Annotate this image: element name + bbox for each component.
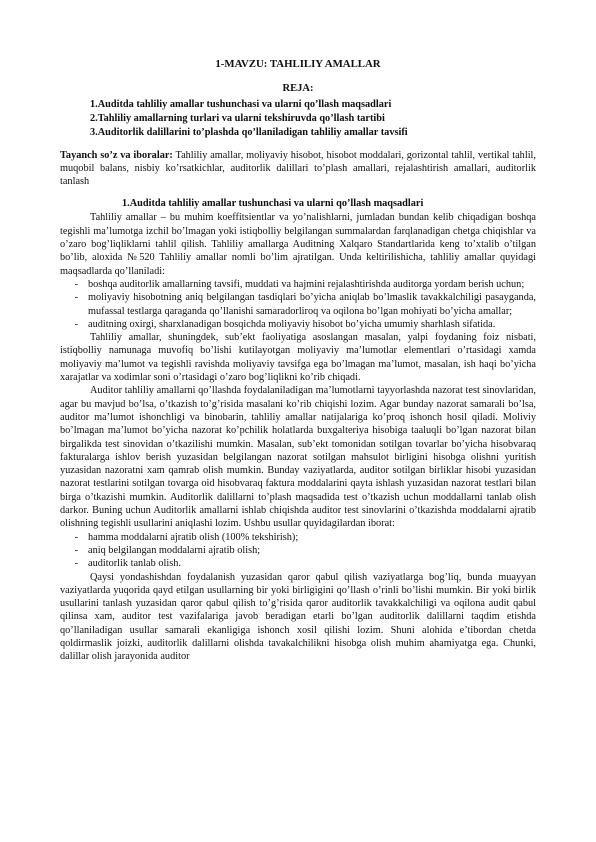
list-item [60,278,536,291]
keywords-text: Tahliliy amallar, moliyaviy hisobot, hisobot moddalari, gorizontal tahlil, vertikal tahlil, muqobil balans, nisbiy ko’rsatkichlar, auditorlik dalillari to’plash amallari, rejalashtirish amallari, auditorlik tanlash [60,149,536,188]
dash-marker: - [74,558,78,570]
keywords-label: Tayanch so’z va iboralar: [60,149,173,161]
list-item-text: aniq belgilangan moddalarni ajratib olish; [88,544,261,556]
document-page [60,58,536,664]
plan-item-2: 2.Tahliliy amallarning turlari va ularni tekshiruvda qo’llash tartibi [90,112,385,124]
list-item [60,557,536,570]
plan-heading: REJA: [282,83,314,95]
list-item-text: boshqa auditorlik amallarning tavsifi, muddati va hajmini rejalashtirishda auditorga yordam berish uchun; [88,278,525,290]
dash-marker: - [74,278,78,290]
list-item [60,318,536,331]
dash-marker: - [74,292,78,304]
dash-marker: - [74,531,78,543]
dash-marker: - [74,544,78,556]
plan-item-3: 3.Auditorlik dalillarini to’plashda qo’llaniladigan tahliliy amallar tavsifi [90,126,408,138]
paragraph-1: Tahliliy amallar – bu muhim koeffitsientlar va yo’nalishlarni, jumladan bundan kelib chiqadigan boshqa tegishli ma’lumotga izchil bo’lmagan yoki istiqbolliy belgilangan summalardan farqlanadigan chetga chiqishlar va o’zaro bog’liqliklarni tahlil qilish. Tahliliy amallarga Auditning Xalqaro Standartlarida keng to’xtalib o’tilgan bo’lib, aloxida №520 Tahliliy amallar nomli bo’lim ajratilgan. Unda keltirilishicha, tahliliy amallar quyidagi maqsadlarda qo’llaniladi: [60,212,536,277]
plan-list [60,98,536,140]
list-item [60,544,536,557]
document-title: 1-MAVZU: TAHLILIY AMALLAR [215,58,381,70]
list-item-text: hamma moddalarni ajratib olish (100% tekshirish); [88,531,299,543]
plan-item-1: 1.Auditda tahliliy amallar tushunchasi va ularni qo’llash maqsadlari [90,98,392,110]
section-heading: 1.Auditda tahliliy amallar tushunchasi va ularni qo’llash maqsadlari [122,198,424,210]
paragraph-2: Tahliliy amallar, shuningdek, sub’ekt faoliyatiga asoslangan masalan, yalpi foydaning foiz nisbati, istiqbolliy namunaga muvofiq bo’lishi kutilayotgan moliyaviy ma’lumotlar elementlari o’rtasidagi xamda moliyaviy ma’lumot va tegishli ravishda moliyaviy tavsifga ega bo’lmagan ma’lumot, masalan, ish haqi bo’yicha xarajatlar va xodimlar soni o’rtasidagi o’zaro bog’liqlikni ko’rib chiqadi. [60,332,536,384]
list-item [60,531,536,544]
list-item [60,291,536,318]
keywords-paragraph [60,149,536,189]
paragraph-4: Qaysi yondashishdan foydalanish yuzasidan qaror qabul qilish vaziyatlarga bog’liq, bunda muayyan vaziyatlarda yuqorida qayd etilgan usullarning bir yoki birligigini qo’llash o’rinli bo’lishi mumkin. Bir yoki birlik usullarini tanlash yuzasidan qaror qabul qilish to’g’risida qaror auditorlik tavakkalchiligi va oqilona audit qabul qilinsa xam, auditor test vazifalariga javob beradigan etarli bo’lgan auditorlik dalillarni taqdim etishda qo’llaniladigan usullar samarali ekanligiga ishonch xosil qilishi lozim. Shuni alohida e’tibordan chetda qoldirmaslik joizki, auditorlik dalillarni olishda tavakalchilikni hisobga olish muhim ahamiyatga ega. Chunki, dalillar olish jarayonida auditor [60,571,536,663]
list-item-text: moliyaviy hisobotning aniq belgilangan tasdiqlari bo’yicha aniqlab bo’lmaslik tavakkalchiligi pasayganda, mufassal testlarga qaraganda qo’llanishi samaradorliroq va oqilona bo’lgan mohiyati bo’yicha amallar; [88,292,536,317]
paragraph-3: Auditor tahliliy amallarni qo’llashda foydalaniladigan ma’lumotlarni tayyorlashda nazorat test sinovlaridan, agar bu mavjud bo’lsa, o’tkazish to’g’risida masalani ko’rib chiqishi lozim. Agar bunday nazorat samarali bo’lsa, auditor ma’lumot ishonchligi va binobarin, tahliliy amallar natijalariga ko’proq ishonch hosil qiladi. Moliviy bo’lmagan ma’lumot bo’yicha nazorat ko’pchilik holatlarda buxgalteriya hisobiga taaluqli bo’lgan nazorat bilan birgalikda test sinovidan o’tkazilishi mumkin. Masalan, sub’ekt tomonidan sotilgan tovarlar bo’yicha hisobvaraq fakturalarga ishlov berish yuzasidan belgilangan nazorat sotilgan mahsulot birligini hisobga olishni yuritish yuzasidan nazoratni xam qamrab olish mumkin. Bunday vaziyatlarda, auditor sotilgan birliklar hisobi yuzasidan nazorat testlarini sotilgan tovarga oid hisobvaraq faktura moddalarini qayta ishlash yuzasidan nazorat testlari bilan birga o’tkazishi mumkin. Auditorlik dalillarni to’plash maqsadida test o’tkazish uchun moddallarni tanlab olish darkor. Buning uchun Auditorlik amallarni ishlab chiqishda auditor test sinovlarini o’tkazishda moddalarni ajratib olishning tegishli usullarini aniqlashi lozim. Ushbu usullar quyidagilardan iborat: [60,385,536,530]
dash-marker: - [74,318,78,330]
list-item-text: auditning oxirgi, sharxlanadigan bosqichda moliyaviy hisobot bo’yicha umumiy sharhlash sifatida. [88,318,496,330]
list-item-text: auditorlik tanlab olish. [88,558,181,570]
